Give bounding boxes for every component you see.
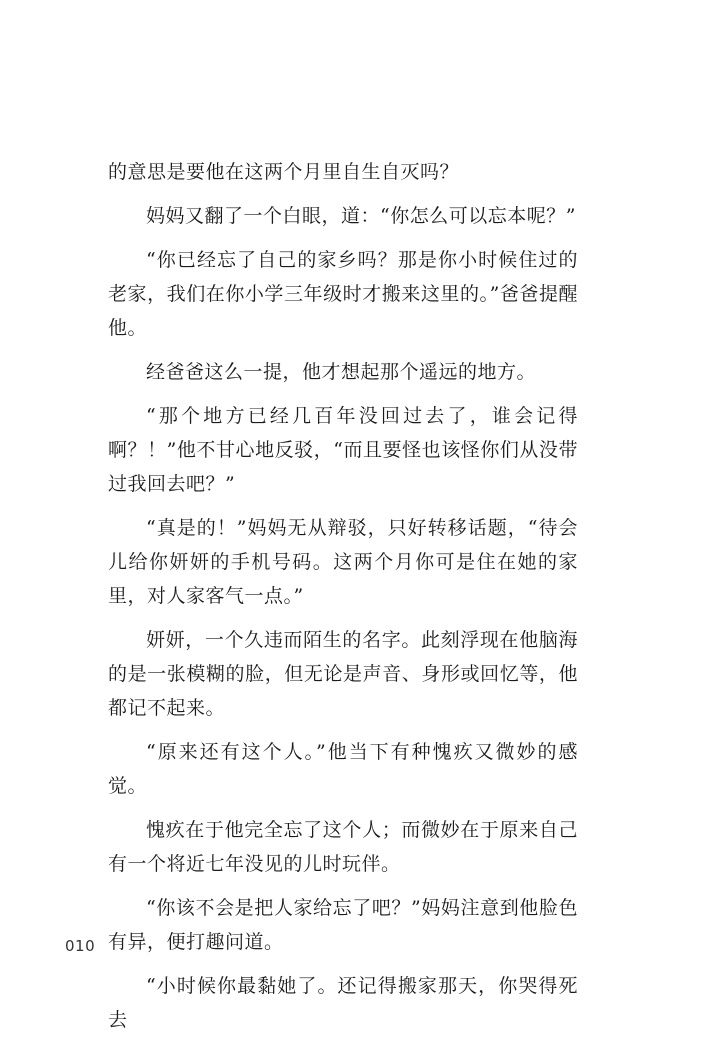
paragraph-2: 妈妈又翻了一个白眼，道：“你怎么可以忘本呢？” [146,205,576,227]
paragraph-8: “原来还有这个人。”他当下有种愧疚又微妙的感觉。 [108,741,578,797]
paragraph-3: “你已经忘了自己的家乡吗？那是你小时候住过的老家，我们在你小学三年级时才搬来这里的。”爸爸提醒他。 [108,249,578,339]
paragraph-7: 妍妍，一个久违而陌生的名字。此刻浮现在他脑海的是一张模糊的脸，但无论是声音、身形或回忆等，他都记不起来。 [108,629,578,719]
paragraph-5: “那个地方已经几百年没回过去了，谁会记得啊？！”他不甘心地反驳，“而且要怪也该怪你们从没带过我回去吧？” [108,405,578,495]
paragraph-10: “你该不会是把人家给忘了吧？”妈妈注意到他脸色有异，便打趣问道。 [108,897,578,953]
page-body [108,155,578,1047]
paragraph-6: “真是的！”妈妈无从辩驳，只好转移话题，“待会儿给你妍妍的手机号码。这两个月你可是住在她的家里，对人家客气一点。” [108,517,578,607]
paragraph-9: 愧疚在于他完全忘了这个人；而微妙在于原来自己有一个将近七年没见的儿时玩伴。 [108,819,578,875]
paragraph-4: 经爸爸这么一提，他才想起那个遥远的地方。 [146,361,537,383]
page-number: 010 [65,937,96,955]
paragraph-11: “小时候你最黏她了。还记得搬家那天，你哭得死去 [108,975,578,1031]
paragraph-1: 的意思是要他在这两个月里自生自灭吗？ [108,161,460,183]
